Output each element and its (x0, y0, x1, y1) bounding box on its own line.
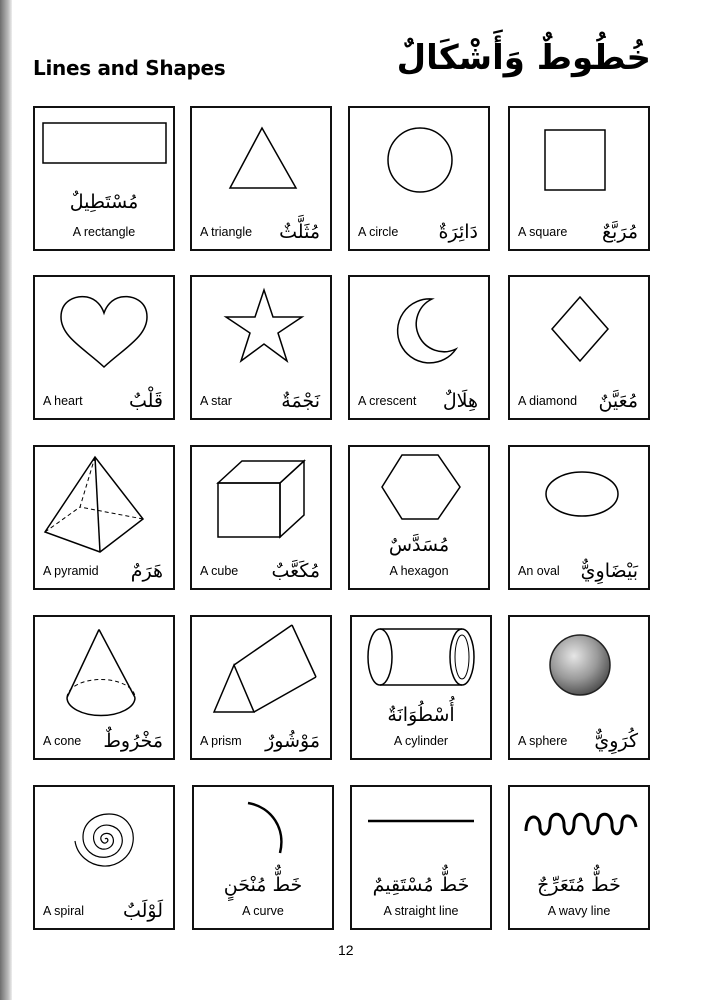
shape-card-triangle (190, 106, 332, 251)
cube-icon (192, 447, 330, 547)
shape-label-english: A triangle (200, 225, 253, 239)
shape-label-arabic: قَلْبٌ (128, 390, 163, 412)
shape-label-arabic: مُكَعَّبٌ (271, 560, 320, 582)
shape-label-english: A spiral (43, 904, 84, 918)
shape-label-english: A heart (43, 394, 83, 408)
shape-label-arabic: هَرَمٌ (130, 560, 163, 582)
shape-label-english: A crescent (358, 394, 417, 408)
oval-icon (510, 447, 648, 547)
shape-label-arabic: مُثَلَّثٌ (279, 221, 320, 243)
shape-label-arabic: مُسْتَطِيلٌ (69, 191, 139, 213)
heart-icon (35, 277, 173, 377)
shape-card-square (508, 106, 650, 251)
shape-label-arabic: مُسَدَّسٌ (388, 534, 450, 556)
shape-label-arabic: لَوْلَبٌ (122, 900, 163, 922)
shape-label-english: A star (200, 394, 232, 408)
shape-card-cube (190, 445, 332, 590)
shape-card-oval (508, 445, 650, 590)
shape-label-english: A wavy line (547, 904, 611, 918)
shape-label-english: A diamond (518, 394, 578, 408)
shape-card-wavy-line (508, 785, 650, 930)
shape-label-english: A hexagon (389, 564, 449, 578)
shape-card-cone (33, 615, 175, 760)
shape-label-arabic: مَوْشُورٌ (265, 730, 320, 752)
prism-icon (192, 617, 330, 717)
cylinder-icon (352, 617, 490, 717)
straight-line-icon (352, 787, 490, 887)
book-spine-shadow (0, 0, 12, 1000)
shape-label-english: A square (518, 225, 568, 239)
shape-label-arabic: خَطٌّ مُنْحَنٍ (223, 874, 303, 896)
shape-label-english: A cylinder (393, 734, 449, 748)
shape-label-arabic: مُرَبَّعٌ (601, 221, 638, 243)
spiral-icon (35, 787, 173, 887)
shape-label-arabic: نَجْمَةٌ (281, 390, 320, 412)
shape-label-english: An oval (518, 564, 560, 578)
shape-label-english: A prism (200, 734, 242, 748)
shape-label-arabic: بَيْضَاوِيٌّ (580, 560, 638, 582)
shape-label-arabic: أُسْطُوَانَةٌ (387, 704, 455, 726)
shape-card-circle (348, 106, 490, 251)
crescent-icon (350, 277, 488, 377)
shape-card-spiral (33, 785, 175, 930)
hexagon-icon (350, 447, 488, 547)
pyramid-icon (35, 447, 173, 557)
page-title-english: Lines and Shapes (33, 56, 226, 80)
shape-label-arabic: كُرَوِيٌّ (594, 730, 638, 752)
shape-card-star (190, 275, 332, 420)
shape-label-arabic: دَائِرَةٌ (438, 221, 478, 243)
shape-card-prism (190, 615, 332, 760)
shape-label-english: A rectangle (72, 225, 136, 239)
shape-label-english: A cone (43, 734, 82, 748)
circle-icon (350, 108, 488, 208)
shape-card-diamond (508, 275, 650, 420)
wavy-line-icon (510, 787, 648, 887)
shape-label-english: A curve (242, 904, 284, 918)
square-icon (510, 108, 648, 208)
shape-card-pyramid (33, 445, 175, 590)
shape-label-english: A circle (358, 225, 399, 239)
shape-card-rectangle (33, 106, 175, 251)
shape-label-english: A cube (200, 564, 239, 578)
shape-card-cylinder (350, 615, 492, 760)
curve-icon (194, 787, 332, 887)
shape-label-arabic: مُعَيَّنٌ (598, 390, 638, 412)
shape-label-english: A sphere (518, 734, 568, 748)
shape-card-sphere (508, 615, 650, 760)
shape-label-arabic: مَخْرُوطٌ (103, 730, 163, 752)
shape-label-english: A pyramid (43, 564, 99, 578)
shape-label-english: A straight line (383, 904, 459, 918)
shape-card-curve (192, 785, 334, 930)
cone-icon (35, 617, 173, 722)
shape-card-hexagon (348, 445, 490, 590)
page-title-arabic: خُطُوطٌ وَأَشْكَالٌ (396, 38, 651, 78)
shape-card-crescent (348, 275, 490, 420)
shape-label-arabic: هِلَالٌ (442, 390, 478, 412)
shape-label-arabic: خَطٌّ مُسْتَقِيمٌ (372, 874, 470, 896)
shape-card-straight-line (350, 785, 492, 930)
triangle-icon (192, 108, 330, 208)
shape-card-heart (33, 275, 175, 420)
diamond-icon (510, 277, 648, 377)
page-number: 12 (338, 942, 354, 958)
shape-label-arabic: خَطٌّ مُتَعَرِّجٌ (537, 874, 621, 896)
sphere-icon (510, 617, 648, 717)
star-icon (192, 277, 330, 377)
